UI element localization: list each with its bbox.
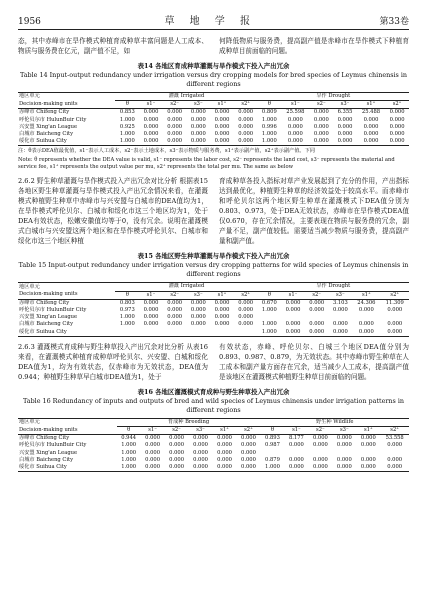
value-cell: 0.000 [214, 321, 230, 328]
column-header: s1⁺ [356, 427, 380, 435]
value-cell: 0.000 [190, 109, 206, 116]
value-cell: 0.000 [389, 109, 405, 116]
value-cell [260, 450, 284, 457]
value-cell: 0.853 [119, 109, 135, 116]
group-header-2: 旱作 Drought [258, 283, 409, 291]
value-cell: 0.000 [336, 435, 352, 442]
column-header: s2⁻ [305, 291, 329, 299]
table-14-caption [18, 62, 409, 89]
region-cell: 兴安盟 Xing'an League [19, 123, 78, 130]
value-cell: 0.000 [357, 138, 385, 146]
value-cell: 0.000 [241, 435, 256, 442]
value-cell [234, 329, 258, 337]
value-cell: 0.000 [312, 456, 328, 463]
table-14-note-en: Note: θ represents whether the DEA value is valid, s1⁻ represents the labor cost, s2⁻ represents the land cost, s3⁻ represents the material and service fee, s1⁺ represents the output value per mu, s2⁺ represents the total per mu. The same as below [18, 157, 395, 171]
value-cell: 0.000 [288, 456, 304, 463]
value-cell: 0.000 [190, 299, 206, 306]
value-cell [163, 329, 187, 337]
value-cell: 0.000 [337, 131, 353, 138]
value-cell: 0.000 [145, 442, 161, 449]
value-cell: 0.000 [167, 307, 183, 314]
value-cell: 0.893 [265, 435, 280, 442]
group-header-1: 灌溉 Irrigated [115, 283, 257, 291]
region-cell: 绥化市 Suihua City [18, 464, 117, 472]
table-16-caption [18, 388, 409, 415]
value-cell: 0.000 [169, 442, 184, 449]
value-cell: 0.000 [187, 138, 211, 146]
region-header: 地区单元 [18, 93, 115, 101]
value-cell: 0.000 [213, 464, 237, 472]
value-cell: 0.000 [143, 299, 159, 306]
column-header: s3⁻ [189, 427, 213, 435]
value-cell: 0.000 [193, 442, 208, 449]
value-cell: 0.000 [363, 123, 379, 130]
value-cell: 0.000 [190, 314, 206, 321]
table-row [18, 321, 409, 328]
value-cell: 0.000 [287, 131, 303, 138]
value-cell: 0.000 [190, 116, 206, 123]
value-cell: 0.000 [336, 456, 352, 463]
column-header: s2⁺ [381, 291, 409, 299]
table-15-caption [18, 252, 409, 279]
value-cell [139, 329, 163, 337]
column-header: s2⁺ [237, 427, 261, 435]
table-16 [18, 418, 409, 472]
column-header: θ [258, 101, 282, 109]
table-row [18, 457, 409, 464]
value-cell: 0.000 [165, 464, 189, 472]
value-cell: 0.000 [237, 464, 261, 472]
region-cell: 赤峰市 Chifeng City [19, 299, 70, 306]
value-cell: 8.177 [288, 435, 304, 442]
value-cell [352, 314, 380, 321]
column-header: s3⁻ [332, 427, 356, 435]
value-cell: 0.000 [385, 138, 409, 146]
value-cell: 1.000 [121, 449, 137, 456]
value-cell: 0.000 [387, 307, 403, 314]
value-cell: 0.000 [143, 123, 159, 130]
value-cell: 0.000 [167, 109, 183, 116]
value-cell: 0.000 [141, 464, 165, 472]
column-header: s3⁻ [187, 101, 211, 109]
value-cell: 0.000 [163, 138, 187, 146]
value-cell: 0.000 [312, 442, 328, 449]
column-header: θ [115, 291, 139, 299]
value-cell: 11.309 [385, 299, 404, 306]
value-cell: 0.000 [167, 116, 183, 123]
value-cell [380, 450, 409, 457]
table-row [18, 109, 409, 117]
page-number: 1956 [18, 17, 41, 27]
column-header: s1⁻ [141, 427, 165, 435]
value-cell: 0.000 [143, 131, 159, 138]
column-header: s1⁻ [139, 291, 163, 299]
value-cell: 1.000 [121, 442, 137, 449]
value-cell [332, 450, 356, 457]
table-16-title-zh: 表16 各地区灌溉模式育成种与野生种草投入产出冗余 [137, 387, 290, 396]
value-cell: 0.000 [313, 116, 329, 123]
value-cell: 0.000 [238, 116, 254, 123]
region-cell: 绥化市 Suihua City [18, 138, 115, 146]
table-15-title-en: Table 15 Input-output redundancy under irrigation versus dry cropping patterns for wild species of Leymus chinensis in different regions [18, 261, 409, 279]
value-cell: 0.000 [214, 299, 230, 306]
column-header: s2⁺ [385, 101, 409, 109]
value-cell: 0.000 [167, 123, 183, 130]
value-cell: 1.000 [261, 307, 277, 314]
value-cell: 6.355 [337, 109, 353, 116]
value-cell: 0.803 [119, 299, 135, 306]
region-cell: 白城市 Baicheng City [19, 131, 74, 138]
value-cell: 0.000 [234, 138, 258, 146]
value-cell: 0.987 [265, 442, 280, 449]
value-cell: 0.000 [190, 321, 206, 328]
value-cell: 0.000 [143, 314, 159, 321]
region-cell: 呼伦贝尔市 HulunBuir City [19, 116, 87, 123]
column-header: s1⁺ [210, 291, 234, 299]
value-cell: 25.488 [361, 109, 381, 116]
value-cell: 0.000 [167, 299, 183, 306]
value-cell: 0.000 [389, 131, 405, 138]
table-row [18, 124, 409, 131]
value-cell: 0.000 [214, 116, 230, 123]
value-cell: 0.000 [360, 435, 376, 442]
intro-paragraph [18, 36, 409, 56]
intro-left: 态，其中赤峰市在旱作模式种植育成种草丰富问题是人工成本、物质与服务费在亿元，副产值不足，如 [18, 37, 208, 55]
column-header: θ [258, 291, 282, 299]
table-14 [18, 92, 409, 146]
value-cell: 0.000 [217, 449, 232, 456]
column-header: s2⁻ [163, 101, 187, 109]
value-cell: 0.000 [287, 116, 303, 123]
value-cell: 1.000 [261, 116, 277, 123]
value-cell: 1.000 [119, 321, 135, 328]
value-cell: 0.000 [169, 456, 184, 463]
value-cell: 0.000 [238, 123, 254, 130]
journal-title: 草 地 学 报 [164, 16, 256, 27]
value-cell: 0.000 [360, 456, 376, 463]
table-subheader-row [18, 427, 409, 435]
value-cell [356, 450, 380, 457]
section-2-6-3 [18, 342, 409, 382]
value-cell: 0.000 [281, 329, 305, 337]
column-header: s1⁺ [357, 101, 385, 109]
value-cell: 0.000 [312, 435, 328, 442]
value-cell: 0.000 [214, 123, 230, 130]
value-cell: 0.000 [305, 329, 329, 337]
value-cell: 0.000 [358, 321, 374, 328]
value-cell: 0.000 [189, 464, 213, 472]
value-cell: 1.000 [258, 138, 282, 146]
group-header-2: 旱作 Drought [258, 93, 409, 101]
value-cell: 0.000 [143, 109, 159, 116]
value-cell [284, 450, 308, 457]
group-header-1: 育成种 Breeding [117, 418, 261, 426]
value-cell: 0.925 [119, 123, 135, 130]
value-cell: 0.000 [309, 299, 325, 306]
region-cell: 兴安盟 Xing'an League [19, 449, 78, 456]
region-cell: 呼伦贝尔市 HulunBuir City [19, 442, 87, 449]
column-header: s3⁻ [333, 101, 357, 109]
region-cell: 白城市 Baicheng City [19, 456, 74, 463]
value-cell: 0.000 [238, 314, 254, 321]
value-cell: 1.000 [261, 131, 277, 138]
intro-right: 何降低物质与服务费，提高副产值是赤峰市在旱作模式下种植育成种草目前面临的问题。 [219, 37, 409, 55]
value-cell: 0.000 [169, 449, 184, 456]
value-cell: 0.000 [387, 442, 403, 449]
value-cell: 0.000 [285, 307, 301, 314]
value-cell: 0.000 [214, 314, 230, 321]
value-cell: 0.000 [332, 464, 356, 472]
value-cell: 1.000 [119, 131, 135, 138]
value-cell: 0.000 [332, 321, 348, 328]
value-cell: 0.000 [214, 131, 230, 138]
value-cell: 0.000 [167, 131, 183, 138]
region-header: 地区单元 [18, 418, 117, 426]
value-cell: 0.000 [337, 123, 353, 130]
value-cell: 0.000 [288, 442, 304, 449]
value-cell: 1.000 [117, 464, 141, 472]
value-cell: 0.000 [308, 464, 332, 472]
value-cell [258, 314, 282, 321]
value-cell: 0.000 [190, 131, 206, 138]
table-row [18, 329, 409, 337]
value-cell: 0.000 [387, 321, 403, 328]
value-cell: 0.000 [329, 329, 353, 337]
value-cell: 0.000 [143, 116, 159, 123]
value-cell: 0.973 [119, 307, 135, 314]
region-header-en: Decision-making units [18, 101, 115, 109]
section-2-6-2 [18, 176, 409, 246]
value-cell: 1.000 [121, 456, 137, 463]
value-cell: 0.000 [360, 442, 376, 449]
value-cell: 0.996 [261, 123, 277, 130]
table-16-title-en: Table 16 Redundancy of inputs and outputs of bred and wild species of Leymus chinensis under irrigation patterns in different regions [23, 396, 404, 414]
value-cell: 0.000 [241, 449, 256, 456]
value-cell: 0.809 [261, 109, 277, 116]
region-cell: 白城市 Baicheng City [19, 321, 74, 328]
value-cell: 0.000 [139, 138, 163, 146]
column-header: s1⁻ [139, 101, 163, 109]
column-header: θ [260, 427, 284, 435]
value-cell: 0.000 [193, 449, 208, 456]
value-cell [308, 450, 332, 457]
table-14-note-zh: 注：θ表示DEA值最优值，s1⁻表示人工成本，s2⁻表示土地成本，s3⁻表示物质与服务费，s1⁺表示副产值，s2⁺表示副产值。下同 [18, 148, 315, 155]
value-cell: 0.000 [169, 435, 184, 442]
value-cell: 0.000 [143, 321, 159, 328]
value-cell: 0.000 [238, 321, 254, 328]
column-header: s3⁻ [187, 291, 211, 299]
section-2-6-3-right: 有效状态，赤峰、呼伦贝尔、白城三个地区DEA值分别为0.893、0.987、0.879，为无效状态。其中赤峰市野生种草在人工成本和副产量方面存在冗余，适当减少人工成本，提高副产值是该地区在灌溉模式种植野生种草目前面临的问题。 [219, 342, 409, 381]
running-header [18, 12, 409, 30]
column-header: s3⁻ [329, 291, 353, 299]
region-header-en: Decision-making units [18, 427, 117, 435]
value-cell: 0.000 [143, 307, 159, 314]
value-cell: 0.000 [284, 464, 308, 472]
value-cell: 0.000 [217, 442, 232, 449]
table-row [18, 450, 409, 457]
region-cell: 呼伦贝尔市 HulunBuir City [19, 307, 87, 314]
value-cell: 1.000 [261, 321, 277, 328]
column-header: s2⁻ [308, 427, 332, 435]
value-cell: 0.000 [167, 314, 183, 321]
value-cell: 3.103 [332, 299, 348, 306]
column-header: s2⁺ [234, 101, 258, 109]
table-row [18, 131, 409, 138]
value-cell: 0.000 [193, 435, 208, 442]
value-cell: 24.306 [357, 299, 376, 306]
group-header-2: 野生种 Wildlife [260, 418, 409, 426]
value-cell: 0.000 [309, 321, 325, 328]
value-cell: 0.000 [389, 116, 405, 123]
value-cell: 0.000 [309, 307, 325, 314]
region-cell: 绥化市 Suihua City [18, 329, 115, 337]
table-15 [18, 282, 409, 336]
value-cell: 0.000 [337, 116, 353, 123]
value-cell: 1.000 [115, 138, 139, 146]
value-cell: 0.000 [285, 299, 301, 306]
table-row [18, 299, 409, 307]
table-subheader-row [18, 291, 409, 299]
column-header: θ [117, 427, 141, 435]
value-cell: 0.000 [333, 138, 357, 146]
value-cell: 0.000 [363, 131, 379, 138]
value-cell: 0.000 [238, 307, 254, 314]
table-row [18, 117, 409, 124]
value-cell: 0.000 [145, 435, 161, 442]
region-cell: 赤峰市 Chifeng City [19, 435, 70, 442]
value-cell: 1.000 [119, 314, 135, 321]
value-cell: 0.000 [167, 321, 183, 328]
table-header-row [18, 283, 409, 291]
value-cell: 0.000 [358, 307, 374, 314]
table-subheader-row [18, 101, 409, 109]
value-cell: 0.000 [190, 123, 206, 130]
value-cell: 1.000 [260, 464, 284, 472]
value-cell: 25.598 [286, 109, 305, 116]
value-cell: 0.000 [217, 435, 232, 442]
value-cell [305, 314, 329, 321]
value-cell: 0.000 [210, 138, 234, 146]
value-cell: 0.000 [313, 109, 329, 116]
column-header: s1⁺ [213, 427, 237, 435]
value-cell: 1.000 [258, 329, 282, 337]
value-cell: 0.000 [285, 321, 301, 328]
value-cell [210, 329, 234, 337]
value-cell: 0.000 [287, 123, 303, 130]
value-cell: 0.000 [387, 456, 403, 463]
value-cell: 0.000 [363, 116, 379, 123]
value-cell: 0.000 [145, 456, 161, 463]
column-header: s1⁻ [281, 101, 309, 109]
value-cell: 0.879 [265, 456, 280, 463]
value-cell [329, 314, 353, 321]
column-header: s2⁻ [163, 291, 187, 299]
table-row [18, 442, 409, 449]
value-cell: 0.944 [121, 435, 137, 442]
column-header: s2⁻ [165, 427, 189, 435]
value-cell: 0.670 [261, 299, 277, 306]
value-cell: 0.000 [313, 123, 329, 130]
table-14-title-zh: 表14 各地区育成种草灌溉与旱作模式下投入产出冗余 [137, 62, 290, 70]
value-cell: 0.000 [381, 329, 409, 337]
volume-label: 第33卷 [379, 17, 409, 27]
column-header: s1⁺ [210, 101, 234, 109]
column-header: s1⁺ [352, 291, 380, 299]
group-header-1: 灌溉 Irrigated [115, 93, 257, 101]
value-cell: 0.000 [336, 442, 352, 449]
section-2-6-2-right: 育成种草各投入指标对草产业发展起到了充分的作用，产出指标达到最优化，种植野生种草的经济效益处于较高水平。而赤峰市和呼伦贝尔这两个地区野生种草在灌溉模式下DEA值分别为0.803、0.973，处于DEA无效状态，赤峰市在旱作模式DEA值仅0.670，存在冗余情况，主要表现在物质与服务费的冗余，副产量不足，副产值较低。需要适当减少物质与服务费，提高副产量和副产值。 [219, 177, 409, 246]
section-2-6-2-left: 2.6.2 野生种草灌溉与旱作模式投入产出冗余对比分析 根据表15各地区野生种草灌溉与旱作模式投入产出冗余情况来看，在灌溉模式种植野生种草中赤峰市与兴安盟与白城市的DEA值均为1，在旱作模式呼伦贝尔、白城市和绥化市这三个地区均为1，处于DEA有效状态，松嫩安徽值均等于0，没有冗余。说明在灌溉模式白城市与兴安盟这两个地区和在旱作模式呼伦贝尔、白城市和绥化市这三个地区种植 [18, 177, 208, 246]
value-cell [187, 329, 211, 337]
value-cell: 0.000 [214, 109, 230, 116]
value-cell: 0.000 [310, 138, 334, 146]
value-cell: 0.000 [313, 131, 329, 138]
value-cell: 0.000 [238, 131, 254, 138]
value-cell: 0.000 [380, 464, 409, 472]
table-row [18, 314, 409, 321]
value-cell: 0.000 [214, 307, 230, 314]
table-14-title-en: Table 14 Input-output redundancy under irrigation versus dry cropping models for bred species of Leymus chinensis in different regions [19, 71, 408, 88]
value-cell: 0.000 [190, 307, 206, 314]
column-header: s1⁻ [281, 291, 305, 299]
value-cell: 0.000 [241, 456, 256, 463]
value-cell [115, 329, 139, 337]
value-cell: 0.000 [241, 442, 256, 449]
value-cell [281, 314, 305, 321]
table-row [18, 138, 409, 146]
region-header: 地区单元 [18, 283, 115, 291]
value-cell: 0.000 [356, 464, 380, 472]
table-header-row [18, 93, 409, 101]
value-cell: 0.000 [145, 449, 161, 456]
value-cell: 0.000 [352, 329, 380, 337]
column-header: s2⁺ [234, 291, 258, 299]
value-cell: 0.000 [281, 138, 309, 146]
region-cell: 兴安盟 Xing'an League [19, 314, 78, 321]
section-2-6-3-left: 2.6.3 灌溉模式育成种与野生种草投入产出冗余对比分析 从表16来看，在灌溉模式种植育成种草呼伦贝尔、兴安盟、白城和绥化DEA值为1，均为有效状态，仅赤峰市为无效状态，DEA值为0.944；种植野生种草早白城市DEA值为1，处于 [18, 342, 208, 381]
value-cell: 1.000 [119, 116, 135, 123]
table-15-title-zh: 表15 各地区野生种草灌溉与旱作模式下投入产出冗余 [137, 252, 290, 261]
column-header: θ [115, 101, 139, 109]
table-header-row [18, 418, 409, 426]
column-header: s1⁻ [284, 427, 308, 435]
table-row [18, 464, 409, 472]
value-cell: 0.000 [332, 307, 348, 314]
value-cell: 0.000 [238, 109, 254, 116]
value-cell: 53.558 [385, 435, 404, 442]
region-header-en: Decision-making units [18, 291, 115, 299]
value-cell: 0.000 [193, 456, 208, 463]
region-cell: 赤峰市 Chifeng City [19, 109, 70, 116]
value-cell: 0.000 [238, 299, 254, 306]
column-header: s2⁺ [380, 427, 409, 435]
column-header: s2⁻ [310, 101, 334, 109]
value-cell: 0.000 [217, 456, 232, 463]
value-cell [381, 314, 409, 321]
value-cell: 0.000 [389, 123, 405, 130]
